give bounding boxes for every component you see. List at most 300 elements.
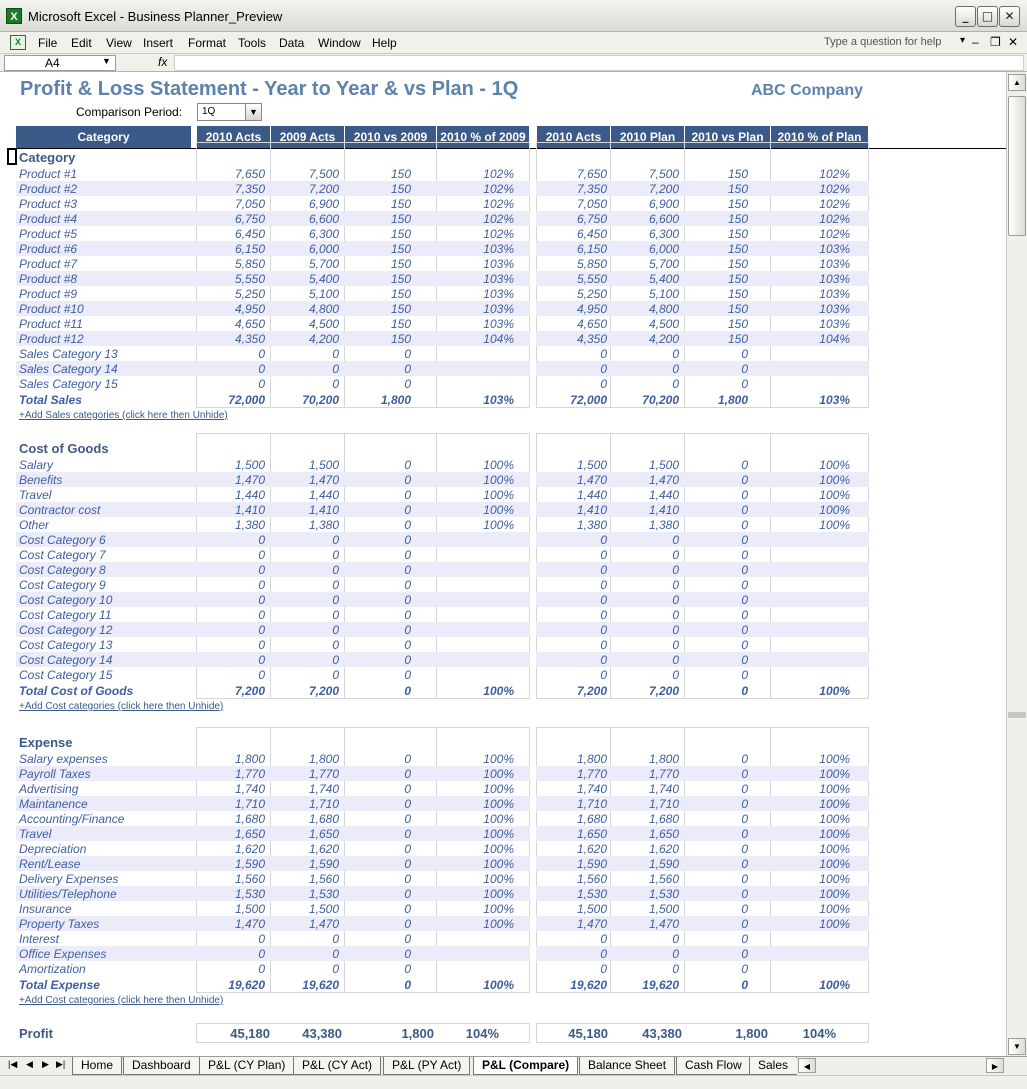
cell-value: 103% — [483, 242, 514, 256]
cell-value: 0 — [404, 797, 411, 811]
sheet-tab[interactable]: Sales — [749, 1057, 797, 1075]
cell-value: 0 — [404, 503, 411, 517]
doc-minimize-button[interactable]: – — [972, 35, 979, 49]
next-sheet-icon[interactable]: ▶ — [42, 1059, 49, 1069]
table-row[interactable] — [16, 226, 869, 241]
profit-value: 104% — [465, 1026, 499, 1041]
table-row[interactable] — [16, 286, 869, 301]
cell-value: 102% — [483, 167, 514, 181]
cell-value: 0 — [672, 638, 679, 652]
cell-value: 0 — [404, 347, 411, 361]
sheet-tab[interactable]: Cash Flow — [676, 1057, 751, 1075]
cell-value: 0 — [600, 563, 607, 577]
cell-value: 4,350 — [576, 332, 607, 346]
menu-help[interactable]: Help — [372, 36, 397, 50]
cell-value: 0 — [332, 638, 339, 652]
cell-value: 4,200 — [308, 332, 339, 346]
cell-value: 100% — [483, 518, 514, 532]
row-band — [16, 901, 530, 916]
cell-value: 1,740 — [234, 782, 265, 796]
name-box[interactable]: A4 — [4, 55, 116, 71]
cell-value: 150 — [727, 302, 748, 316]
cell-value: 0 — [741, 767, 748, 781]
row-label: Cost Category 10 — [19, 593, 113, 607]
cell-value: 100% — [819, 902, 850, 916]
cell-value: 1,470 — [308, 917, 339, 931]
cell-value: 0 — [672, 533, 679, 547]
profit-block-border — [536, 1023, 869, 1043]
cell-value: 1,440 — [576, 488, 607, 502]
cell-value: 100% — [819, 872, 850, 886]
cell-value: 0 — [741, 668, 748, 682]
row-label: Benefits — [19, 473, 63, 487]
doc-restore-button[interactable]: ❐ — [990, 35, 1001, 49]
row-label: Product #9 — [19, 287, 78, 301]
row-band — [16, 211, 530, 226]
cell-value: 1,380 — [648, 518, 679, 532]
table-row[interactable] — [16, 562, 869, 577]
cell-value: 7,350 — [576, 182, 607, 196]
table-row[interactable] — [16, 532, 869, 547]
table-row[interactable] — [16, 211, 869, 226]
cell-value: 1,650 — [308, 827, 339, 841]
table-row[interactable] — [16, 826, 869, 841]
scroll-left-icon[interactable]: ◀ — [798, 1058, 816, 1073]
row-band — [536, 376, 869, 391]
cell-value: 1,380 — [308, 518, 339, 532]
menu-view[interactable]: View — [106, 36, 132, 50]
cell-value: 0 — [600, 608, 607, 622]
cell-value: 0 — [404, 932, 411, 946]
cell-value: 0 — [332, 563, 339, 577]
cell-value: 6,900 — [308, 197, 339, 211]
table-row[interactable] — [16, 577, 869, 592]
profit-value: 43,380 — [642, 1026, 682, 1041]
cell-value: 0 — [404, 578, 411, 592]
row-band — [16, 796, 530, 811]
cell-value: 0 — [741, 752, 748, 766]
table-row[interactable] — [16, 811, 869, 826]
table-row[interactable] — [16, 766, 869, 781]
cell-value: 1,560 — [234, 872, 265, 886]
cell-value: 100% — [819, 767, 850, 781]
table-row[interactable] — [16, 637, 869, 652]
row-label: Cost Category 12 — [19, 623, 113, 637]
cell-value: 4,350 — [234, 332, 265, 346]
table-row[interactable] — [16, 946, 869, 961]
table-row[interactable] — [16, 547, 869, 562]
cell-value: 0 — [404, 458, 411, 472]
cell-value: 102% — [819, 197, 850, 211]
row-band — [536, 532, 869, 547]
cell-value: 0 — [600, 578, 607, 592]
table-row[interactable] — [16, 181, 869, 196]
sales-total-row[interactable] — [16, 392, 869, 407]
profit-value: 104% — [802, 1026, 836, 1041]
table-row[interactable] — [16, 901, 869, 916]
status-bar — [0, 1075, 1027, 1089]
menu-edit[interactable]: Edit — [71, 36, 92, 50]
cell-value: 104% — [483, 332, 514, 346]
cell-value: 1,410 — [234, 503, 265, 517]
cell-value: 0 — [672, 377, 679, 391]
cell-value: 100% — [483, 917, 514, 931]
row-label: Cost Category 14 — [19, 653, 113, 667]
chevron-down-icon[interactable]: ▼ — [245, 104, 261, 120]
cell-value: 7,200 — [308, 182, 339, 196]
menu-tools[interactable]: Tools — [238, 36, 267, 50]
sales-section-title: Category — [19, 150, 76, 165]
cell-value: 5,700 — [648, 257, 679, 271]
cell-value: 1,590 — [648, 857, 679, 871]
cell-value: 0 — [258, 653, 265, 667]
cell-value: 0 — [672, 668, 679, 682]
table-row[interactable] — [16, 517, 869, 532]
header-2010-plan: 2010 Plan — [611, 126, 685, 148]
table-row[interactable] — [16, 301, 869, 316]
table-row[interactable] — [16, 931, 869, 946]
row-label: Cost Category 7 — [19, 548, 106, 562]
cell-value: 5,550 — [576, 272, 607, 286]
cell-value: 1,620 — [648, 842, 679, 856]
cell-value: 0 — [741, 857, 748, 871]
profit-block-border — [196, 1023, 530, 1043]
table-row[interactable] — [16, 961, 869, 976]
table-row[interactable] — [16, 667, 869, 682]
row-band — [536, 637, 869, 652]
cell-value: 0 — [404, 608, 411, 622]
menu-window[interactable]: Window — [318, 36, 361, 50]
pane-splitter[interactable] — [1008, 712, 1026, 718]
cell-value: 0 — [332, 623, 339, 637]
cell-value: 0 — [741, 578, 748, 592]
profit-value: 45,180 — [568, 1026, 608, 1041]
table-row[interactable] — [16, 241, 869, 256]
table-row[interactable] — [16, 607, 869, 622]
row-label: Product #4 — [19, 212, 78, 226]
cell-value: 0 — [741, 962, 748, 976]
cell-value: 0 — [404, 812, 411, 826]
cell-value: 0 — [404, 978, 411, 992]
cell-value: 150 — [390, 242, 411, 256]
table-row[interactable] — [16, 166, 869, 181]
cell-value: 0 — [258, 347, 265, 361]
cell-value: 100% — [819, 812, 850, 826]
cell-value: 1,680 — [576, 812, 607, 826]
cell-value: 1,770 — [648, 767, 679, 781]
table-row[interactable] — [16, 622, 869, 637]
sheet-tab[interactable]: Home — [72, 1057, 122, 1075]
minimize-button[interactable]: _ — [955, 6, 976, 27]
cell-value: 1,500 — [308, 902, 339, 916]
cell-value: 1,650 — [648, 827, 679, 841]
cell-value: 5,850 — [234, 257, 265, 271]
cell-value: 100% — [483, 684, 514, 698]
menu-insert[interactable]: Insert — [143, 36, 174, 50]
cell-value: 0 — [404, 947, 411, 961]
cell-value: 103% — [483, 257, 514, 271]
cell-value: 7,200 — [308, 684, 339, 698]
cell-value: 7,200 — [576, 684, 607, 698]
table-row[interactable] — [16, 652, 869, 667]
table-row[interactable] — [16, 886, 869, 901]
cell-value: 102% — [483, 182, 514, 196]
row-label: Product #2 — [19, 182, 78, 196]
cell-value: 0 — [741, 473, 748, 487]
cell-value: 150 — [390, 227, 411, 241]
cell-value: 1,590 — [308, 857, 339, 871]
cell-value: 0 — [332, 548, 339, 562]
cell-value: 100% — [819, 978, 850, 992]
comparison-period-value: 1Q — [202, 106, 216, 117]
row-label: Travel — [19, 488, 52, 502]
cell-value: 0 — [741, 518, 748, 532]
cell-value: 150 — [727, 167, 748, 181]
cell-value: 0 — [258, 548, 265, 562]
maximize-button[interactable]: □ — [977, 6, 998, 27]
cogs-total-row[interactable] — [16, 683, 869, 698]
cell-value: 1,710 — [576, 797, 607, 811]
row-band — [16, 487, 530, 502]
cell-value: 4,500 — [308, 317, 339, 331]
workbook-icon[interactable]: X — [10, 35, 26, 50]
cell-value: 7,200 — [648, 182, 679, 196]
cell-value: 6,000 — [308, 242, 339, 256]
row-label: Maintanence — [19, 797, 88, 811]
cell-value: 0 — [741, 623, 748, 637]
formula-bar — [0, 54, 1027, 72]
cell-value: 1,530 — [308, 887, 339, 901]
menu-format[interactable]: Format — [188, 36, 227, 50]
header-category: Category — [16, 126, 192, 148]
sheet-tab[interactable]: Dashboard — [123, 1057, 200, 1075]
prev-sheet-icon[interactable]: ◀ — [26, 1059, 33, 1069]
table-row[interactable] — [16, 271, 869, 286]
table-row[interactable] — [16, 487, 869, 502]
cell-value: 0 — [332, 962, 339, 976]
cell-value: 19,620 — [642, 978, 679, 992]
cell-value: 102% — [819, 182, 850, 196]
worksheet-grid[interactable] — [0, 72, 1006, 1056]
cell-value: 0 — [258, 623, 265, 637]
row-label: Advertising — [19, 782, 79, 796]
table-row[interactable] — [16, 316, 869, 331]
cell-value: 1,500 — [576, 902, 607, 916]
row-label: Office Expenses — [19, 947, 107, 961]
cell-value: 0 — [404, 563, 411, 577]
cell-value: 6,750 — [576, 212, 607, 226]
close-button[interactable]: ✕ — [999, 6, 1020, 27]
cell-value: 4,950 — [234, 302, 265, 316]
table-row[interactable] — [16, 751, 869, 766]
cell-value: 0 — [741, 347, 748, 361]
cell-value: 6,300 — [648, 227, 679, 241]
expense-add-categories-link[interactable]: +Add Cost categories (click here then Unhide) — [19, 995, 224, 1006]
cell-value: 0 — [404, 623, 411, 637]
menu-bar — [0, 32, 1027, 54]
table-row[interactable] — [16, 361, 869, 376]
vertical-scrollbar[interactable] — [1006, 72, 1027, 1056]
cell-value: 0 — [672, 932, 679, 946]
cell-value: 1,410 — [308, 503, 339, 517]
cell-value: 0 — [258, 593, 265, 607]
cell-value: 0 — [600, 533, 607, 547]
row-label: Depreciation — [19, 842, 87, 856]
cell-value: 103% — [483, 317, 514, 331]
sheet-tab[interactable]: P&L (PY Act) — [383, 1057, 470, 1075]
first-sheet-icon[interactable]: |◀ — [8, 1059, 18, 1069]
cell-value: 100% — [483, 902, 514, 916]
cell-value: 0 — [672, 593, 679, 607]
header-2010-acts-plan: 2010 Acts — [537, 126, 611, 148]
cell-value: 1,800 — [308, 752, 339, 766]
sheet-tab[interactable]: Balance Sheet — [579, 1057, 675, 1075]
cell-value: 0 — [741, 377, 748, 391]
horizontal-scrollbar[interactable] — [796, 1058, 1006, 1074]
cell-value: 70,200 — [302, 393, 339, 407]
name-box-dropdown-icon[interactable]: ▼ — [102, 56, 111, 66]
table-row[interactable] — [16, 781, 869, 796]
cell-value: 0 — [404, 752, 411, 766]
cell-value: 7,650 — [234, 167, 265, 181]
row-band — [16, 472, 530, 487]
row-label: Cost Category 11 — [19, 608, 112, 622]
cell-value: 72,000 — [570, 393, 607, 407]
row-label: Sales Category 15 — [19, 377, 118, 391]
scroll-right-icon[interactable]: ▶ — [986, 1058, 1004, 1073]
cell-value: 150 — [390, 272, 411, 286]
table-row[interactable] — [16, 916, 869, 931]
table-row[interactable] — [16, 472, 869, 487]
scroll-up-icon[interactable]: ▲ — [1008, 74, 1026, 91]
comparison-period-select[interactable] — [197, 103, 262, 121]
cell-value: 72,000 — [228, 393, 265, 407]
row-band — [16, 781, 530, 796]
scroll-thumb[interactable] — [1008, 96, 1026, 236]
cell-value: 7,350 — [234, 182, 265, 196]
cell-value: 0 — [741, 362, 748, 376]
sheet-tab[interactable]: P&L (Compare) — [473, 1057, 578, 1075]
function-icon[interactable]: fx — [158, 55, 168, 69]
window-title: Microsoft Excel - Business Planner_Preview — [28, 9, 283, 24]
menu-file[interactable]: File — [38, 36, 58, 50]
cell-value: 100% — [483, 857, 514, 871]
row-label: Total Cost of Goods — [19, 684, 134, 698]
table-row[interactable] — [16, 841, 869, 856]
row-band — [16, 856, 530, 871]
cell-value: 1,620 — [308, 842, 339, 856]
menu-data[interactable]: Data — [279, 36, 305, 50]
row-label: Utilities/Telephone — [19, 887, 117, 901]
profit-value: 1,800 — [735, 1026, 768, 1041]
cell-value: 103% — [483, 272, 514, 286]
cell-value: 103% — [819, 287, 850, 301]
cell-value: 100% — [819, 458, 850, 472]
cell-value: 0 — [404, 593, 411, 607]
cell-value: 100% — [819, 488, 850, 502]
cell-value: 1,500 — [576, 458, 607, 472]
table-row[interactable] — [16, 346, 869, 361]
last-sheet-icon[interactable]: ▶| — [56, 1059, 66, 1069]
cell-value: 0 — [741, 902, 748, 916]
cell-value: 100% — [483, 872, 514, 886]
cell-value: 0 — [404, 827, 411, 841]
help-search-input[interactable]: Type a question for help — [824, 36, 942, 48]
cell-value: 0 — [741, 503, 748, 517]
row-band — [536, 592, 869, 607]
cell-value: 150 — [727, 332, 748, 346]
row-label: Other — [19, 518, 50, 532]
row-label: Insurance — [19, 902, 72, 916]
table-row[interactable] — [16, 196, 869, 211]
cell-value: 0 — [741, 458, 748, 472]
cell-value: 7,050 — [234, 197, 265, 211]
cell-value: 7,500 — [308, 167, 339, 181]
row-band — [16, 766, 530, 781]
table-row[interactable] — [16, 457, 869, 472]
help-dropdown-icon[interactable]: ▾ — [960, 35, 966, 46]
formula-input[interactable] — [174, 55, 1024, 71]
sheet-tab[interactable]: P&L (CY Act) — [293, 1057, 381, 1075]
sheet-tab[interactable]: P&L (CY Plan) — [199, 1057, 294, 1075]
cell-value: 1,800 — [234, 752, 265, 766]
expense-total-row[interactable] — [16, 977, 869, 992]
table-row[interactable] — [16, 592, 869, 607]
cell-value: 103% — [819, 257, 850, 271]
excel-icon[interactable]: X — [6, 8, 22, 24]
doc-close-button[interactable]: ✕ — [1008, 35, 1019, 49]
table-row[interactable] — [16, 331, 869, 346]
cell-value: 0 — [404, 533, 411, 547]
cell-value: 150 — [727, 212, 748, 226]
active-cell-selection[interactable] — [7, 148, 17, 165]
cell-value: 0 — [258, 947, 265, 961]
cell-value: 100% — [483, 503, 514, 517]
table-row[interactable] — [16, 871, 869, 886]
cell-value: 0 — [672, 653, 679, 667]
cell-value: 102% — [483, 212, 514, 226]
cell-value: 100% — [483, 488, 514, 502]
cell-value: 7,200 — [234, 684, 265, 698]
cell-value: 103% — [819, 272, 850, 286]
row-band — [536, 562, 869, 577]
cell-value: 6,600 — [648, 212, 679, 226]
cell-value: 150 — [727, 197, 748, 211]
cogs-add-categories-link[interactable]: +Add Cost categories (click here then Unhide) — [19, 701, 224, 712]
cell-value: 104% — [819, 332, 850, 346]
row-label: Product #6 — [19, 242, 78, 256]
cell-value: 19,620 — [570, 978, 607, 992]
table-row[interactable] — [16, 256, 869, 271]
row-label: Cost Category 8 — [19, 563, 106, 577]
cell-value: 7,200 — [648, 684, 679, 698]
table-row[interactable] — [16, 856, 869, 871]
sales-add-categories-link[interactable]: +Add Sales categories (click here then Unhide) — [19, 410, 228, 421]
expense-section-title: Expense — [19, 735, 73, 750]
cell-value: 0 — [672, 578, 679, 592]
cell-value: 7,650 — [576, 167, 607, 181]
table-row[interactable] — [16, 502, 869, 517]
cell-value: 0 — [258, 533, 265, 547]
scroll-down-icon[interactable]: ▼ — [1008, 1038, 1026, 1055]
row-label: Accounting/Finance — [19, 812, 125, 826]
table-row[interactable] — [16, 376, 869, 391]
table-row[interactable] — [16, 796, 869, 811]
cell-value: 4,650 — [576, 317, 607, 331]
cell-value: 1,680 — [308, 812, 339, 826]
cell-value: 100% — [483, 797, 514, 811]
cell-value: 0 — [404, 548, 411, 562]
